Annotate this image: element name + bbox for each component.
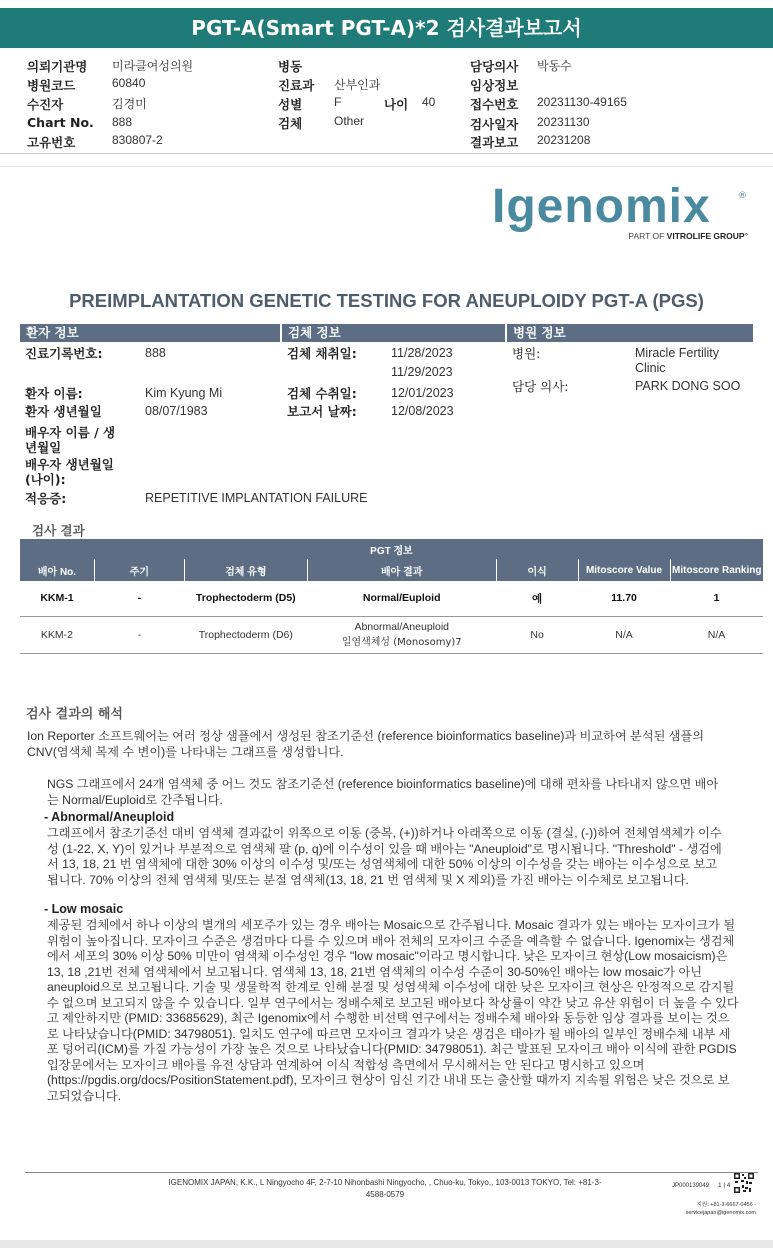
institution-value: 미라클여성의원 [112, 59, 194, 73]
medical-record-value: 888 [145, 346, 166, 360]
cycle: - [94, 581, 184, 616]
age-value: 40 [422, 95, 436, 109]
qr-code-icon [734, 1173, 754, 1193]
column-header: 검체 유형 [184, 559, 307, 581]
footer-contact: 지원: +81-3-6667-0456 - servicejapan@igenomix.com [685, 1202, 756, 1216]
interpretation-title: 검사 결과의 해석 [26, 707, 123, 722]
received-date-label: 검체 수취일: [287, 386, 357, 401]
hospital-code-value: 60840 [112, 76, 146, 90]
report-title: PGT-A(Smart PGT-A)*2 검사결과보고서 [0, 8, 773, 48]
spouse-name-label: 배우자 이름 / 생년월일 [25, 425, 116, 455]
age-label: 나이 [384, 97, 409, 112]
pgt-results-table [19, 539, 763, 654]
test-date-label: 검사일자 [470, 117, 519, 132]
hospital-code-label: 병원코드 [27, 78, 76, 93]
specimen-value: Other [334, 114, 365, 128]
indication-value: REPETITIVE IMPLANTATION FAILURE [145, 491, 368, 505]
indication-label: 적응증: [25, 491, 67, 506]
registered-mark: ® [738, 191, 747, 201]
receipt-no-value: 20231130-49165 [537, 95, 627, 109]
receipt-no-label: 접수번호 [470, 97, 519, 112]
spouse-dob-label: 배우자 생년월일 (나이): [25, 457, 114, 487]
chart-no-value: 888 [112, 115, 133, 129]
request-info-block [0, 52, 773, 152]
embryo-result: Abnormal/Aneuploid 일염색체성 (Monosomy)7 [307, 616, 496, 653]
mitoscore-ranking: 1 [670, 581, 763, 616]
table-title: PGT 정보 [20, 539, 764, 559]
footer-divider [25, 1172, 758, 1173]
interpretation-intro: Ion Reporter 소프트웨어는 여러 정상 샘플에서 생성된 참조기준선 (reference bioinformatics baseline)과 비교하여 분석된 샘플의 CNV(염색체 복제 수 변이)를 나타내는 그래프를 생성합니다. [27, 729, 705, 759]
specimen-type: Trophectoderm (D5) [184, 581, 307, 616]
test-date-value: 20231130 [537, 115, 590, 129]
doctor-value: PARK DONG SOO [635, 379, 741, 393]
hospital-section-header: 병원 정보 [507, 324, 753, 342]
department-value: 산부인과 [334, 78, 381, 92]
report-date-value: 20231208 [537, 133, 591, 147]
column-header: 이식 [496, 559, 578, 581]
mitoscore-ranking: N/A [670, 616, 763, 653]
bottom-bar [0, 1240, 773, 1248]
table-row [20, 616, 764, 653]
cycle: - [94, 616, 184, 653]
abnormal-subheading: - Abnormal/Aneuploid [44, 810, 175, 824]
results-label: 검사 결과 [32, 523, 85, 538]
report-date-label: 결과보고 [470, 135, 519, 150]
embryo-id: KKM-2 [20, 616, 95, 653]
mitoscore-value: 11.70 [578, 581, 670, 616]
page-number: 1 | 4 [718, 1182, 731, 1189]
patient-section-header: 환자 정보 [20, 324, 280, 342]
doctor-label: 담당의사 [470, 59, 519, 74]
mosaic-paragraph: 제공된 검체에서 하나 이상의 별개의 세포주가 있는 경우 배아는 Mosaic으로 간주됩니다. Mosaic 결과가 있는 배아는 모자이크가 될 위험이 높아집니다. 모자이크 수준은 생검마다 다를 수 있으며 배아 전체의 모자이크 수준을 예측할 수 없습니다. Igenomix는 생검체에서 세포의 30% 이상 50% 미만이 염색체 이수성인 경우 "low mosaic"이라고 명시합니다. 낮은 모자이크 현상(Low mosaicism)은 13, 18 ,21번 전체 염색체에서 보고됩니다. 염색체 13, 18, 21번 염색체의 이수성 수준이 30-50%인 배아는 low mosaic가 아닌 aneuploid으로 보고됩니다. 기술 및 생물학적 한계로 인해 분절 및 성염색체 이수성에 대한 낮은 모자이크 현상은 안정적으로 감지될 수 없으며 보고되지 않을 수 있습니다. 일부 연구에서는 정배수체로 보고된 배아보다 착상률이 약간 낮고 유산 위험이 더 높을 수 있다고 제안하지만 (PMID: 33685629), 최근 Igenomix에서 수행한 비선택 연구에서는 정배수체 배아와 동등한 임상 결과를 보이는 것으로 나타났습니다(PMID: 34798051). 일치도 연구에 따르면 모자이크 결과가 낮은 생검은 태아가 될 배아의 일부인 정배수체 내부 세포 덩어리(ICM)를 가질 가능성이 가장 높은 것으로 나타났습니다(PMID: 34798051). 최근 발표된 모자이크 배아 이식에 관한 PGDIS 입장문에서는 모자이크 배아를 유전 상담과 연계하여 이식 적합성 측면에서 무시해서는 안 된다고 명시하고 있으며 (https://pgdis.org/docs/PositionStatement.pdf), 모자이크 현상이 임신 기간 내내 또는 출산할 때까지 지속될 위험은 낮은 것으로 보고되었습니다. [47, 918, 739, 1103]
embryo-result: Normal/Euploid [307, 581, 496, 616]
embryo-id: KKM-1 [20, 581, 95, 616]
patient-dob-label: 환자 생년월일 [25, 404, 102, 419]
report-date-label: 보고서 날짜: [287, 404, 357, 419]
medical-record-label: 진료기록번호: [25, 346, 103, 361]
ward-label: 병동 [278, 59, 303, 74]
specimen-label: 검체 [278, 116, 303, 131]
table-row [20, 581, 764, 616]
document-heading: PREIMPLANTATION GENETIC TESTING FOR ANEUPLOIDY PGT-A (PGS) [69, 290, 704, 311]
clinical-label: 임상정보 [470, 78, 519, 93]
footer-address: IGENOMIX JAPAN, K.K., L Ningyocho 4F, 2-7-10 Nihonbashi Ningyocho, , Chuo-ku, Tokyo,, 103-0013 TOKYO, Tel: +81-3- 4588-0579 [168, 1178, 602, 1199]
recipient-value: 김경미 [112, 97, 147, 111]
ngs-paragraph: NGS 그래프에서 24개 염색체 중 어느 것도 참조기준선 (reference bioinformatics baseline)에 대해 편차를 나타내지 않으면 배아는 Normal/Euploid로 간주됩니다. [47, 777, 719, 807]
unique-no-label: 고유번호 [27, 135, 76, 150]
collection-date-2: 11/29/2023 [391, 365, 453, 379]
column-header: 주기 [94, 559, 184, 581]
igenomix-logo [492, 180, 752, 245]
specimen-section-header: 검체 정보 [282, 324, 505, 342]
chart-no-label: Chart No. [27, 115, 94, 130]
collection-date-label: 검체 채취일: [287, 346, 357, 361]
abnormal-paragraph: 그래프에서 참조기준선 대비 염색체 결과값이 위쪽으로 이동 (중복, (+))하거나 아래쪽으로 이동 (결실, (-))하여 전체염색체가 이수성 (1-22, X, Y)이 있거나 부분적으로 염색체 팔 (p, q)에 이수성이 있을 때 배아는 "Aneuploid"로 명시됩니다. "Threshold" - 생검에서 13, 18, 21 번 염색체에 대한 30% 이상의 이수성 및/또는 성염색체에 대한 50% 이상의 이수성을 갖는 배아는 이수성으로 보고됩니다. 70% 이상의 전체 염색체 및/또는 분절 염색체(13, 18, 21 번 염색체 및 X 제외)를 가진 배아는 이수체로 보고됩니다. [47, 826, 722, 887]
mitoscore-value: N/A [578, 616, 670, 653]
column-header: Mitoscore Ranking [670, 559, 763, 581]
sex-label: 성별 [278, 97, 303, 112]
recipient-label: 수진자 [27, 97, 64, 112]
patient-dob-value: 08/07/1983 [145, 404, 208, 418]
result-detail: 일염색체성 (Monosomy)7 [341, 637, 462, 648]
divider [0, 153, 773, 154]
column-header: 배아 결과 [307, 559, 496, 581]
hospital-label: 병원: [512, 346, 541, 361]
sex-value: F [334, 95, 342, 109]
report-date-value: 12/08/2023 [391, 404, 454, 418]
transfer: 예 [496, 581, 578, 616]
divider [0, 166, 773, 167]
hospital-value: Miracle Fertility Clinic [635, 346, 720, 375]
received-date-value: 12/01/2023 [391, 386, 454, 400]
logo-wordmark: Igenomix [492, 180, 711, 233]
patient-name-value: Kim Kyung Mi [145, 386, 223, 400]
mosaic-subheading: - Low mosaic [44, 902, 124, 916]
collection-date-1: 11/28/2023 [391, 346, 453, 360]
specimen-type: Trophectoderm (D6) [184, 616, 307, 653]
patient-name-label: 환자 이름: [25, 386, 83, 401]
doctor-label: 담당 의사: [512, 379, 569, 394]
column-header: Mitoscore Value [578, 559, 670, 581]
column-header: 배아 No. [20, 559, 95, 581]
institution-label: 의뢰기관명 [27, 59, 88, 74]
transfer: No [496, 616, 578, 653]
document-id: JP000139049 [672, 1183, 710, 1189]
logo-tagline: PART OF VITROLIFE GROUP° [628, 231, 748, 241]
unique-no-value: 830807-2 [112, 133, 163, 147]
department-label: 진료과 [278, 78, 315, 93]
doctor-value: 박동수 [537, 59, 572, 73]
